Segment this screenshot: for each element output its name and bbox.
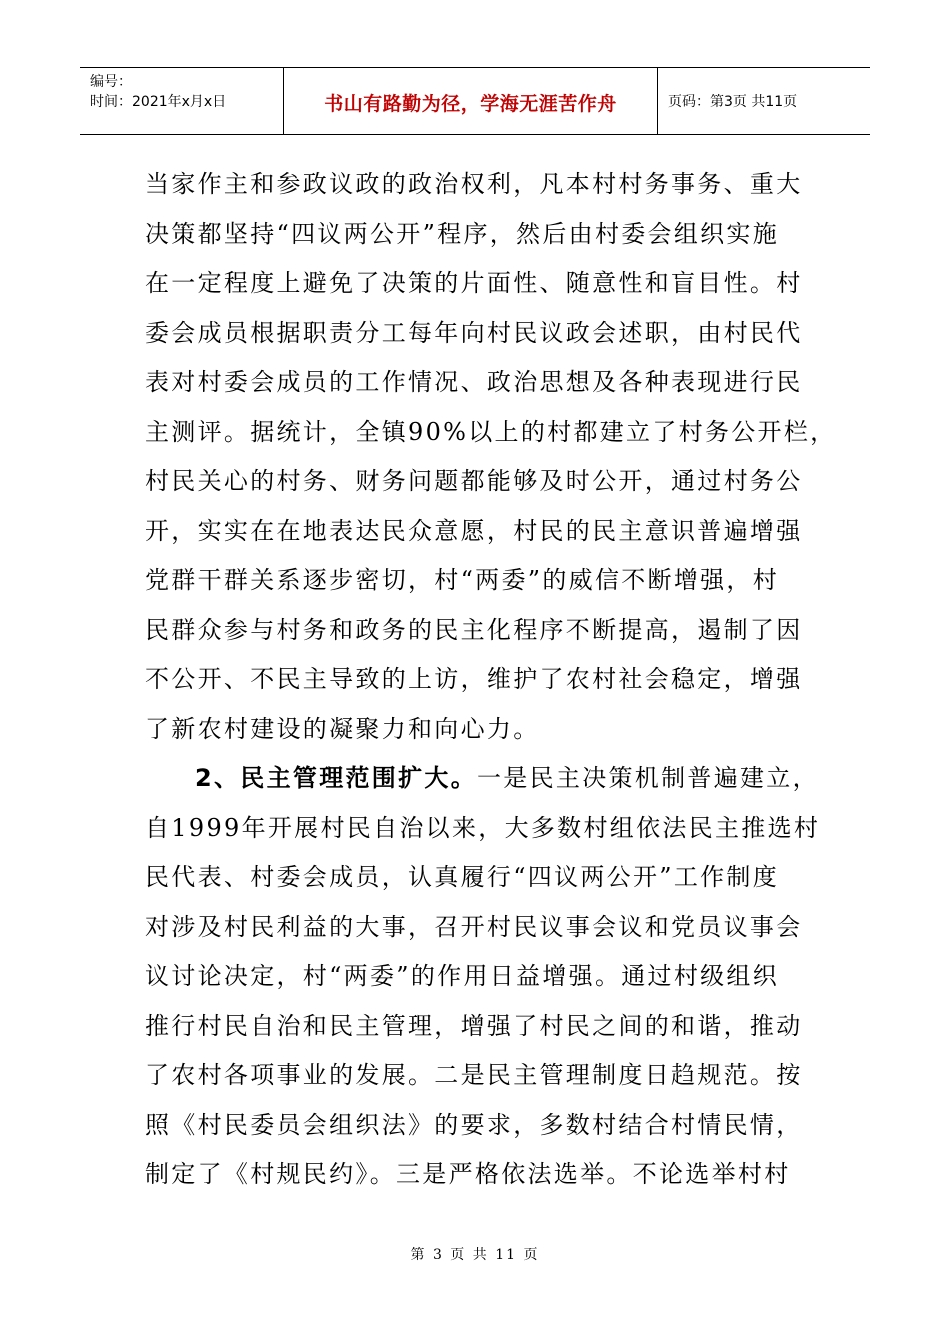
body-line: 党群干群关系逐步密切，村“两委”的威信不断增强，村 bbox=[145, 566, 780, 594]
body-line: 主测评。据统计，全镇90%以上的村都建立了村务公开栏， bbox=[145, 417, 837, 446]
body-line: 不公开、不民主导致的上访，维护了农村社会稳定，增强 bbox=[145, 665, 803, 693]
body-line: 村民关心的村务、财务问题都能够及时公开，通过村务公 bbox=[145, 467, 803, 495]
body-line: 民群众参与村务和政务的民主化程序不断提高，遏制了因 bbox=[145, 615, 803, 644]
section-line: 议讨论决定，村“两委”的作用日益增强。通过村级组织 bbox=[145, 962, 780, 990]
section-line: 民代表、村委会成员，认真履行“四议两公开”工作制度 bbox=[145, 863, 780, 891]
body-line: 决策都坚持“四议两公开”程序，然后由村委会组织实施 bbox=[145, 219, 780, 248]
section-first-line-text: 一是民主决策机制普遍建立， bbox=[477, 764, 819, 792]
header-motto: 书山有路勤为径，学海无涯苦作舟 bbox=[284, 68, 658, 134]
body-line: 表对村委会成员的工作情况、政治思想及各种表现进行民 bbox=[145, 368, 803, 396]
section-line: 自1999年开展村民自治以来，大多数村组依法民主推选村 bbox=[145, 813, 821, 842]
document-header bbox=[80, 67, 870, 135]
body-line: 当家作主和参政议政的政治权利，凡本村村务事务、重大 bbox=[145, 170, 803, 198]
document-time-label: 时间：2021年x月x日 bbox=[90, 94, 227, 110]
header-page-number: 页码：第3页 共11页 bbox=[668, 94, 798, 110]
body-line: 在一定程度上避免了决策的片面性、随意性和盲目性。村 bbox=[145, 269, 803, 297]
section-line: 推行村民自治和民主管理，增强了村民之间的和谐，推动 bbox=[145, 1011, 803, 1040]
section-line: 照《村民委员会组织法》的要求，多数村结合村情民情， bbox=[145, 1110, 803, 1139]
section-heading: 2、民主管理范围扩大。 bbox=[195, 764, 477, 792]
page-footer: 第 3 页 共 11 页 bbox=[410, 1247, 540, 1263]
body-line: 委会成员根据职责分工每年向村民议政会述职，由村民代 bbox=[145, 318, 803, 347]
section-line: 对涉及村民利益的大事，召开村民议事会议和党员议事会 bbox=[145, 912, 803, 941]
document-number-label: 编号： bbox=[90, 74, 132, 90]
body-line: 开，实实在在地表达民众意愿，村民的民主意识普遍增强 bbox=[145, 516, 803, 545]
header-meta-cell bbox=[80, 68, 284, 134]
section-line: 制定了《村规民约》。三是严格依法选举。不论选举村村 bbox=[145, 1160, 791, 1188]
section-line: 了农村各项事业的发展。二是民主管理制度日趋规范。按 bbox=[145, 1061, 803, 1089]
body-line: 了新农村建设的凝聚力和向心力。 bbox=[145, 714, 540, 743]
document-body bbox=[145, 160, 837, 1200]
section-first-line bbox=[145, 754, 819, 804]
